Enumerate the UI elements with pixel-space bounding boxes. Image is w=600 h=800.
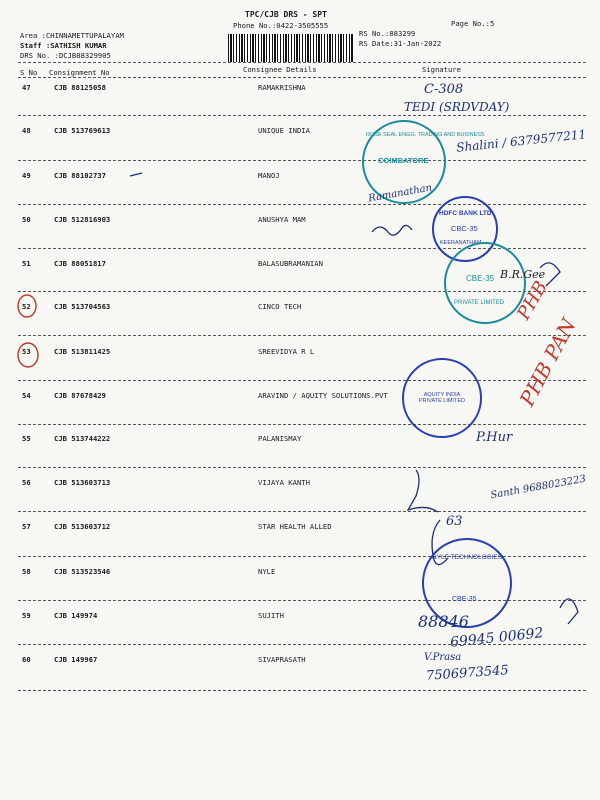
signature-scribble — [372, 225, 412, 235]
handwriting: PHB PAN — [514, 314, 581, 410]
row-sno: 57 — [22, 522, 31, 531]
row-consignment: CJB 513603712 — [54, 522, 111, 531]
row-sno: 49 — [22, 171, 31, 180]
row-consignment: CJB 88102737 — [54, 171, 106, 180]
handwriting: 88846 — [418, 612, 469, 631]
row-sno: 53 — [22, 347, 31, 356]
row-consignee: VIJAYA KANTH — [258, 478, 310, 487]
coimbatore-stamp-text: COIMBATORE — [378, 156, 429, 165]
private-limited-stamp-code: CBE-35 — [466, 274, 495, 283]
row-consignment: CJB 513523546 — [54, 567, 111, 576]
row-consignee: STAR HEALTH ALLED — [258, 522, 332, 531]
nyle-stamp-code: CBE-35 — [452, 596, 477, 603]
row-sno: 51 — [22, 259, 31, 268]
hdfc-stamp-text: HDFC BANK LTD — [439, 210, 492, 217]
area: Area :CHINNAMETTUPALAYAM — [20, 31, 124, 40]
row-consignment: CJB 512816903 — [54, 215, 111, 224]
row-consignment: CJB 88051817 — [54, 259, 106, 268]
handwriting: 69945 00692 — [449, 625, 545, 651]
row-consignment: CJB 513603713 — [54, 478, 111, 487]
row-sno: 47 — [22, 83, 31, 92]
row-sno: 50 — [22, 215, 31, 224]
handwriting: 7506973545 — [425, 663, 510, 684]
staff-name: Staff :SATHISH KUMAR — [20, 41, 107, 50]
row-consignment: CJB 513704563 — [54, 302, 111, 311]
private-limited-stamp-text: PRIVATE LIMITED — [454, 300, 505, 306]
aquity-stamp — [402, 358, 482, 438]
handwriting: Ramanathan — [367, 182, 433, 205]
tick-mark — [130, 173, 142, 176]
handwriting: PHB — [513, 277, 552, 324]
handwriting: Santh 9688023223 — [489, 473, 587, 502]
col-consignee: Consignee Details — [243, 65, 317, 74]
handwriting: Shalini / 6379577211 — [455, 127, 587, 155]
red-circle-52 — [18, 295, 36, 317]
row-consignee: MANOJ — [258, 171, 280, 180]
row-consignee: RAMAKRISHNA — [258, 83, 306, 92]
row-consignment: CJB 88125058 — [54, 83, 106, 92]
handwriting: 63 — [446, 514, 463, 529]
row-sno: 48 — [22, 126, 31, 135]
row-sno: 59 — [22, 611, 31, 620]
row-consignee: ARAVIND / AQUITY SOLUTIONS.PVT — [258, 391, 388, 400]
handwriting: V.Prasa — [424, 652, 462, 663]
phone-number: Phone No.:0422-3505555 — [233, 21, 329, 30]
row-consignee: NYLE — [258, 567, 276, 576]
row-consignee: SREEVIDYA R L — [258, 347, 315, 356]
col-signature: Signature — [422, 65, 461, 74]
drs-number: DRS No. :DCJB88329905 — [20, 51, 111, 60]
col-sno: S No — [20, 68, 38, 77]
row-sno: 55 — [22, 434, 31, 443]
rs-number: RS No.:883299 — [359, 29, 416, 38]
row-sno: 60 — [22, 655, 31, 664]
hdfc-stamp-ring-text: KEERANATHAM — [440, 240, 482, 246]
row-consignment: CJB 513811425 — [54, 347, 111, 356]
row-consignment: CJB 149974 — [54, 611, 98, 620]
signature-scribble — [560, 599, 578, 624]
row-consignee: UNIQUE INDIA — [258, 126, 310, 135]
row-sno: 56 — [22, 478, 31, 487]
coimbatore-stamp-ring-text: ROSE SEAL ENGG. TRADING AND BUSINESS — [366, 132, 485, 138]
aquity-stamp-text: AQUITY INDIA PRIVATE LIMITED — [419, 392, 465, 404]
handwriting: B.R.Gee — [500, 268, 546, 281]
row-consignee: SIVAPRASATH — [258, 655, 306, 664]
signature-scribble — [408, 470, 438, 512]
rs-date: RS Date:31-Jan-2022 — [359, 39, 442, 48]
handwriting: C-308 — [424, 82, 464, 97]
row-consignee: BALASUBRAMANIAN — [258, 259, 323, 268]
page-number: Page No.:5 — [451, 19, 495, 28]
row-sno: 52 — [22, 302, 31, 311]
row-consignment: CJB 513744222 — [54, 434, 111, 443]
col-consignment: Consignment No — [49, 68, 110, 77]
row-consignee: PALANISMAY — [258, 434, 302, 443]
row-consignment: CJB 513769613 — [54, 126, 111, 135]
row-sno: 58 — [22, 567, 31, 576]
row-consignment: CJB 87678429 — [54, 391, 106, 400]
red-circle-53 — [18, 343, 38, 367]
row-consignee: CINCO TECH — [258, 302, 302, 311]
row-consignee: SUJITH — [258, 611, 284, 620]
hdfc-stamp-code: CBC-35 — [451, 224, 478, 233]
sheet-title: TPC/CJB DRS - SPT — [245, 10, 327, 19]
handwriting: P.Hur — [476, 430, 513, 445]
nyle-stamp-text: NYLE TECHNOLOGIES — [432, 554, 503, 561]
row-consignment: CJB 149967 — [54, 655, 98, 664]
row-sno: 54 — [22, 391, 31, 400]
handwriting: TEDI (SRDVDAY) — [404, 100, 510, 114]
row-consignee: ANUSHYA MAM — [258, 215, 306, 224]
